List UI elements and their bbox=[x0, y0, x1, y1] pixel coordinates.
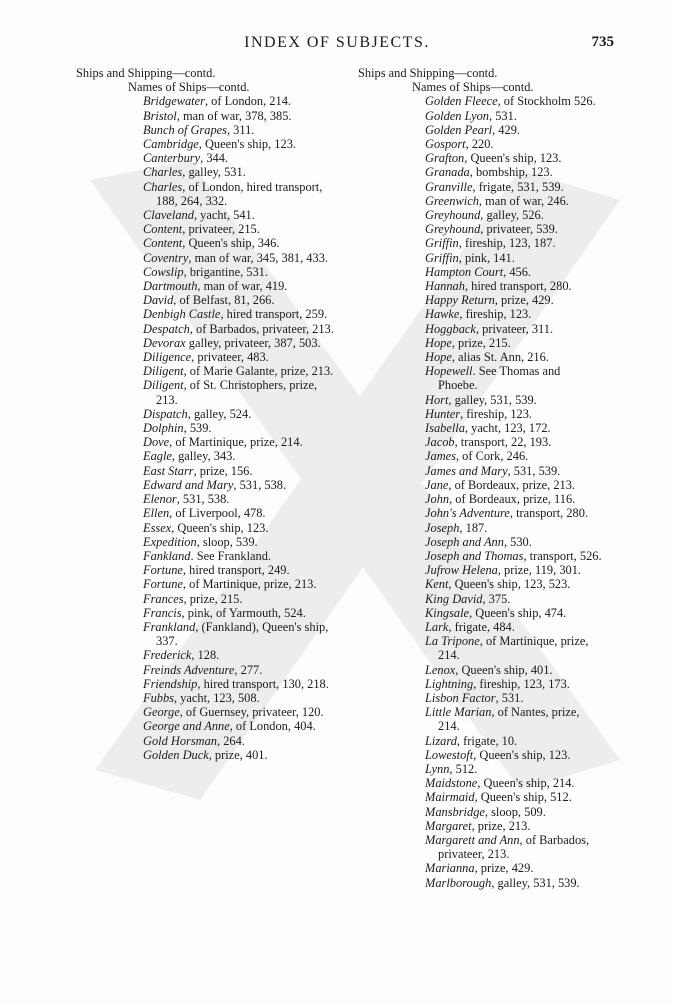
entry-detail: , prize, 429. bbox=[474, 861, 534, 876]
entry-detail: , Queen's ship, 512. bbox=[474, 790, 572, 805]
ship-name: Despatch bbox=[143, 321, 190, 336]
index-entry bbox=[358, 691, 602, 705]
ship-name: Mairmaid bbox=[425, 790, 475, 805]
index-entry bbox=[358, 506, 602, 520]
index-entry bbox=[358, 592, 602, 606]
ship-name: Golden Pearl bbox=[425, 122, 493, 137]
page-title: INDEX OF SUBJECTS. bbox=[244, 34, 430, 51]
entry-detail: , Queen's ship, 123, 523. bbox=[448, 577, 571, 592]
ship-name: Dove bbox=[143, 435, 170, 450]
entry-detail: , man of war, 419. bbox=[197, 279, 288, 294]
entry-detail: , galley, 531, 539. bbox=[491, 875, 580, 890]
index-entry bbox=[358, 265, 602, 279]
ship-name: Essex bbox=[143, 520, 172, 535]
entry-detail: , yacht, 541. bbox=[193, 208, 255, 223]
index-entry bbox=[358, 137, 602, 151]
index-entry bbox=[358, 407, 602, 421]
ship-name: Fortune bbox=[143, 563, 183, 578]
entry-detail: , frigate, 10. bbox=[456, 733, 518, 748]
ship-name: Hort bbox=[425, 392, 449, 407]
ship-name: Isabella bbox=[425, 421, 465, 436]
index-entry bbox=[358, 606, 602, 620]
ship-name: Golden Fleece bbox=[425, 94, 498, 109]
ship-name: Coventry bbox=[143, 250, 189, 265]
index-entry bbox=[358, 549, 602, 563]
index-entry bbox=[358, 336, 602, 350]
ship-name: Golden Lyon bbox=[425, 108, 489, 123]
entry-detail: , 531, 539. bbox=[507, 463, 561, 478]
index-entry bbox=[76, 293, 338, 307]
ship-name: Kent bbox=[425, 577, 449, 592]
entry-detail: , Queen's ship, 123. bbox=[171, 520, 269, 535]
ship-name: Margaret bbox=[425, 818, 472, 833]
entry-detail: , of Bordeaux, prize, 116. bbox=[449, 492, 576, 507]
ship-name: Eagle bbox=[143, 449, 172, 464]
index-entry bbox=[76, 449, 338, 463]
index-entry bbox=[358, 805, 602, 819]
entry-detail: , yacht, 123, 172. bbox=[464, 421, 551, 436]
index-entry bbox=[358, 478, 602, 492]
ship-name: Joseph and Ann bbox=[425, 534, 504, 549]
ship-name: Kingsale bbox=[425, 605, 470, 620]
entry-detail: , galley, 531, 539. bbox=[448, 392, 537, 407]
entry-detail: , privateer, 483. bbox=[191, 350, 269, 365]
subsection-heading: Names of Ships—contd. bbox=[128, 80, 250, 95]
index-entry bbox=[358, 776, 602, 790]
entry-detail: , 264. bbox=[217, 733, 245, 748]
entry-detail: , privateer, 311. bbox=[475, 321, 554, 336]
index-entry bbox=[358, 165, 602, 179]
ship-name: Frankland bbox=[143, 619, 196, 634]
ship-name: King David bbox=[425, 591, 483, 606]
entry-detail: , of Belfast, 81, 266. bbox=[173, 293, 275, 308]
ship-name: Fubbs bbox=[143, 690, 174, 705]
ship-name: Dartmouth bbox=[143, 279, 198, 294]
entry-detail: , of Martinique, prize, 214. bbox=[438, 634, 589, 663]
ship-name: Gold Horsman bbox=[143, 733, 218, 748]
entry-detail: , fireship, 123, 173. bbox=[473, 676, 570, 691]
ship-name: George bbox=[143, 705, 180, 720]
ship-name: John's Adventure bbox=[425, 506, 510, 521]
index-entry bbox=[76, 563, 338, 577]
index-entry bbox=[358, 734, 602, 748]
entry-detail: , man of war, 345, 381, 433. bbox=[188, 250, 328, 265]
ship-name: Joseph and Thomas bbox=[425, 548, 524, 563]
ship-name: Charles bbox=[143, 179, 183, 194]
index-entry bbox=[76, 94, 338, 108]
entry-detail: , of London, 404. bbox=[229, 719, 316, 734]
entry-detail: , Queen's ship, 474. bbox=[469, 605, 567, 620]
index-entry bbox=[76, 606, 338, 620]
ship-name: Hannah bbox=[425, 279, 465, 294]
entry-detail: , frigate, 484. bbox=[448, 619, 515, 634]
index-entry bbox=[76, 506, 338, 520]
entry-detail: , brigantine, 531. bbox=[183, 264, 268, 279]
ship-name: Cambridge bbox=[143, 137, 199, 152]
ship-name: Lizard bbox=[425, 733, 457, 748]
index-entry bbox=[76, 151, 338, 165]
index-entry bbox=[358, 449, 602, 463]
entry-detail: , prize, 215. bbox=[183, 591, 243, 606]
page-header bbox=[0, 30, 674, 60]
ship-name: Jufrow Helena bbox=[425, 563, 498, 578]
ship-name: Griffin bbox=[425, 250, 459, 265]
index-entry bbox=[358, 876, 602, 890]
index-entry bbox=[76, 251, 338, 265]
ship-name: Jacob bbox=[425, 435, 455, 450]
index-entry bbox=[76, 336, 338, 350]
index-entry bbox=[358, 790, 602, 804]
index-entry bbox=[76, 535, 338, 549]
index-entry bbox=[76, 435, 338, 449]
index-entry bbox=[76, 364, 338, 378]
ship-name: Grafton bbox=[425, 151, 465, 166]
entry-detail: , transport, 22, 193. bbox=[454, 435, 552, 450]
entry-detail: , fireship, 123, 187. bbox=[458, 236, 556, 251]
index-entry bbox=[76, 421, 338, 435]
index-entry bbox=[358, 577, 602, 591]
entry-detail: , galley, 524. bbox=[187, 406, 252, 421]
index-entry bbox=[76, 620, 338, 648]
index-entry bbox=[358, 393, 602, 407]
section-heading: Ships and Shipping—contd. bbox=[76, 66, 216, 80]
index-entry bbox=[76, 648, 338, 662]
index-entry bbox=[76, 109, 338, 123]
entry-detail: , of Cork, 246. bbox=[455, 449, 529, 464]
entry-detail: , 531, 538. bbox=[233, 477, 287, 492]
ship-name: Charles bbox=[143, 165, 183, 180]
entry-detail: , prize, 429. bbox=[494, 293, 554, 308]
entry-detail: , 531. bbox=[489, 108, 517, 123]
entry-detail: , alias St. Ann, 216. bbox=[451, 350, 549, 365]
entry-detail: , transport, 526. bbox=[523, 548, 602, 563]
ship-name: Dispatch bbox=[143, 406, 188, 421]
ship-name: East Starr bbox=[143, 463, 194, 478]
ship-name: Hope bbox=[425, 335, 452, 350]
index-entry bbox=[358, 521, 602, 535]
index-entry bbox=[76, 279, 338, 293]
ship-name: Mansbridge bbox=[425, 804, 485, 819]
ship-name: Dolphin bbox=[143, 421, 184, 436]
entry-detail: , fireship, 123. bbox=[460, 406, 533, 421]
index-entry bbox=[76, 407, 338, 421]
entry-detail: , Queen's ship, 346. bbox=[182, 236, 280, 251]
entry-detail: , 539. bbox=[183, 421, 212, 436]
index-entry bbox=[76, 265, 338, 279]
index-entry bbox=[358, 251, 602, 265]
ship-name: Expedition bbox=[143, 534, 197, 549]
entry-detail: , of Stockholm 526. bbox=[497, 94, 596, 109]
ship-name: Greenwich bbox=[425, 193, 479, 208]
index-entry bbox=[76, 322, 338, 336]
entry-detail: , of Guernsey, privateer, 120. bbox=[179, 705, 324, 720]
index-entry bbox=[358, 677, 602, 691]
ship-name: Happy Return bbox=[425, 293, 495, 308]
ship-name: Lark bbox=[425, 619, 449, 634]
ship-name: Gosport bbox=[425, 137, 466, 152]
index-entry bbox=[358, 151, 602, 165]
ship-name: Greyhound bbox=[425, 222, 481, 237]
ship-name: Ellen bbox=[143, 506, 170, 521]
entry-detail: , prize, 213. bbox=[471, 818, 531, 833]
index-entry bbox=[76, 137, 338, 151]
entry-detail: , of Martinique, prize, 213. bbox=[182, 577, 317, 592]
index-entry bbox=[358, 861, 602, 875]
entry-detail: , 220. bbox=[465, 137, 494, 152]
ship-name: La Tripone bbox=[425, 634, 480, 649]
index-entry bbox=[76, 691, 338, 705]
ship-name: Hawke bbox=[425, 307, 460, 322]
ship-name: Denbigh Castle bbox=[143, 307, 221, 322]
ship-name: Elenor bbox=[143, 492, 177, 507]
entry-detail: , of Barbados, privateer, 213. bbox=[438, 832, 590, 862]
entry-detail: , yacht, 123, 508. bbox=[173, 690, 260, 705]
entry-detail: , man of war, 246. bbox=[478, 193, 569, 208]
entry-detail: galley, privateer, 387, 503. bbox=[185, 335, 321, 350]
subsection-heading: Names of Ships—contd. bbox=[412, 80, 534, 95]
index-entry bbox=[358, 435, 602, 449]
index-entry bbox=[76, 492, 338, 506]
entry-detail: , transport, 280. bbox=[509, 506, 589, 521]
ship-name: Hunter bbox=[425, 406, 461, 421]
entry-detail: , 456. bbox=[503, 264, 532, 279]
entry-detail: , Queen's ship, 214. bbox=[477, 776, 575, 791]
index-entry bbox=[76, 478, 338, 492]
index-entry bbox=[358, 819, 602, 833]
index-entry bbox=[76, 236, 338, 250]
index-entry bbox=[76, 577, 338, 591]
index-entry bbox=[76, 222, 338, 236]
entry-detail: , hired transport, 259. bbox=[220, 307, 328, 322]
entry-detail: , (Fankland), Queen's ship, 337. bbox=[156, 619, 329, 649]
ship-name: Frederick bbox=[143, 648, 192, 663]
entry-detail: , 429. bbox=[492, 122, 520, 137]
entry-detail: , prize, 119, 301. bbox=[497, 563, 582, 578]
ship-name: Margarett and Ann bbox=[425, 832, 520, 847]
right-column bbox=[358, 66, 602, 890]
ship-name: James and Mary bbox=[425, 463, 508, 478]
entry-detail: , 512. bbox=[449, 761, 478, 776]
entry-detail: , Queen's ship, 123. bbox=[464, 151, 562, 166]
entry-detail: , Queen's ship, 401. bbox=[455, 662, 553, 677]
index-entry bbox=[76, 165, 338, 179]
index-entry bbox=[358, 208, 602, 222]
index-entry bbox=[76, 677, 338, 691]
ship-name: Canterbury bbox=[143, 151, 201, 166]
index-entry bbox=[76, 705, 338, 719]
entry-detail: , of London, hired transport, 188, 264, 332. bbox=[156, 179, 323, 208]
ship-name: Marlborough bbox=[425, 875, 492, 890]
ship-name: Lisbon Factor bbox=[425, 690, 496, 705]
entry-detail: , galley, 531. bbox=[182, 165, 246, 180]
ship-name: Diligent bbox=[143, 364, 184, 379]
entry-detail: , prize, 156. bbox=[193, 463, 253, 478]
entry-detail: , hired transport, 280. bbox=[464, 279, 572, 294]
entry-detail: , of Liverpool, 478. bbox=[169, 506, 266, 521]
index-entry bbox=[358, 563, 602, 577]
index-entry bbox=[358, 535, 602, 549]
page-number: 735 bbox=[591, 34, 614, 50]
index-entry bbox=[358, 762, 602, 776]
entry-list bbox=[76, 94, 338, 762]
ship-name: Bunch of Grapes bbox=[143, 122, 227, 137]
ship-name: Lowestoft bbox=[425, 747, 474, 762]
entry-detail: , privateer, 215. bbox=[182, 222, 260, 237]
index-entry bbox=[358, 293, 602, 307]
index-entry bbox=[76, 719, 338, 733]
index-entry bbox=[358, 634, 602, 662]
entry-detail: , 277. bbox=[234, 662, 263, 677]
index-entry bbox=[358, 322, 602, 336]
ship-name: Diligence bbox=[143, 350, 192, 365]
entry-detail: , pink, of Yarmouth, 524. bbox=[181, 605, 306, 620]
ship-name: Frances bbox=[143, 591, 184, 606]
ship-name: Greyhound bbox=[425, 208, 481, 223]
entry-detail: , prize, 401. bbox=[208, 747, 268, 762]
entry-detail: , of Bordeaux, prize, 213. bbox=[448, 477, 576, 492]
entry-detail: , 531. bbox=[495, 690, 524, 705]
entry-detail: , prize, 215. bbox=[451, 335, 511, 350]
ship-name: George and Anne bbox=[143, 719, 230, 734]
ship-name: Lightning bbox=[425, 676, 474, 691]
entry-detail: , Queen's ship, 123. bbox=[198, 137, 296, 152]
ship-name: Little Marian bbox=[425, 705, 492, 720]
ship-name: David bbox=[143, 293, 174, 308]
index-entry bbox=[76, 180, 338, 208]
ship-name: Freinds Adventure bbox=[143, 662, 235, 677]
ship-name: Edward and Mary bbox=[143, 477, 234, 492]
ship-name: Hampton Court bbox=[425, 264, 504, 279]
ship-name: Bristol bbox=[143, 108, 177, 123]
index-entry bbox=[76, 663, 338, 677]
left-column bbox=[76, 66, 338, 762]
index-entry bbox=[358, 94, 602, 108]
ship-name: Maidstone bbox=[425, 776, 478, 791]
entry-detail: , pink, 141. bbox=[458, 250, 515, 265]
entry-detail: , 187. bbox=[459, 520, 488, 535]
entry-detail: , of Barbados, privateer, 213. bbox=[189, 321, 334, 336]
ship-name: Friendship bbox=[143, 676, 198, 691]
entry-detail: , 375. bbox=[482, 591, 511, 606]
ship-name: Golden Duck bbox=[143, 747, 209, 762]
index-entry bbox=[76, 307, 338, 321]
ship-name: Devorax bbox=[143, 335, 186, 350]
index-entry bbox=[358, 833, 602, 861]
index-entry bbox=[358, 464, 602, 478]
ship-name: Claveland bbox=[143, 208, 194, 223]
entry-detail: , of St. Christophers, prize, 213. bbox=[156, 378, 318, 407]
ship-name: Fortune bbox=[143, 577, 183, 592]
ship-name: Granville bbox=[425, 179, 473, 194]
index-entry bbox=[358, 705, 602, 733]
index-entry bbox=[76, 748, 338, 762]
entry-detail: , sloop, 509. bbox=[484, 804, 546, 819]
ship-name: Hope bbox=[425, 350, 452, 365]
entry-detail: . See Frankland. bbox=[190, 548, 272, 563]
ship-name: Francis bbox=[143, 605, 182, 620]
entry-detail: , frigate, 531, 539. bbox=[472, 179, 564, 194]
ship-name: Hoggback bbox=[425, 321, 476, 336]
entry-detail: , man of war, 378, 385. bbox=[176, 108, 292, 123]
ship-name: Jane bbox=[425, 477, 449, 492]
entry-detail: , 311. bbox=[226, 122, 255, 137]
entry-detail: , of Marie Galante, prize, 213. bbox=[183, 364, 334, 379]
index-entry bbox=[76, 734, 338, 748]
entry-detail: , galley, 343. bbox=[171, 449, 236, 464]
index-entry bbox=[358, 350, 602, 364]
index-entry bbox=[358, 109, 602, 123]
index-entry bbox=[358, 194, 602, 208]
entry-detail: , 344. bbox=[200, 151, 229, 166]
index-entry bbox=[358, 279, 602, 293]
entry-list bbox=[358, 94, 602, 889]
index-entry bbox=[76, 378, 338, 406]
entry-detail: , bombship, 123. bbox=[469, 165, 553, 180]
index-entry bbox=[76, 350, 338, 364]
entry-detail: , Queen's ship, 123. bbox=[473, 747, 571, 762]
entry-detail: . See Thomas and Phoebe. bbox=[438, 364, 561, 393]
index-entry bbox=[76, 549, 338, 563]
index-entry bbox=[76, 464, 338, 478]
index-entry bbox=[358, 123, 602, 137]
ship-name: Lenox bbox=[425, 662, 456, 677]
index-entry bbox=[358, 492, 602, 506]
index-entry bbox=[358, 236, 602, 250]
entry-detail: , fireship, 123. bbox=[459, 307, 532, 322]
index-entry bbox=[76, 123, 338, 137]
entry-detail: , of London, 214. bbox=[204, 94, 291, 109]
ship-name: Fankland bbox=[143, 548, 191, 563]
ship-name: James bbox=[425, 449, 456, 464]
entry-detail: , of Martinique, prize, 214. bbox=[169, 435, 303, 450]
ship-name: Content bbox=[143, 236, 183, 251]
entry-detail: , hired transport, 249. bbox=[182, 563, 290, 578]
index-entry bbox=[358, 421, 602, 435]
ship-name: John bbox=[425, 492, 450, 507]
entry-detail: , 530. bbox=[503, 534, 532, 549]
ship-name: Content bbox=[143, 222, 183, 237]
index-entry bbox=[358, 222, 602, 236]
ship-name: Diligent bbox=[143, 378, 184, 393]
ship-name: Cowslip bbox=[143, 264, 184, 279]
entry-detail: , sloop, 539. bbox=[196, 534, 258, 549]
entry-detail: , galley, 526. bbox=[480, 208, 544, 223]
ship-name: Granada bbox=[425, 165, 470, 180]
ship-name: Marianna bbox=[425, 861, 475, 876]
entry-detail: , privateer, 539. bbox=[480, 222, 558, 237]
ship-name: Hopewell bbox=[425, 364, 473, 379]
section-heading: Ships and Shipping—contd. bbox=[358, 66, 498, 80]
index-entry bbox=[358, 307, 602, 321]
ship-name: Griffin bbox=[425, 236, 459, 251]
ship-name: Joseph bbox=[425, 520, 460, 535]
index-entry bbox=[76, 592, 338, 606]
index-entry bbox=[358, 364, 602, 392]
entry-detail: , of Nantes, prize, 214. bbox=[438, 705, 580, 734]
index-entry bbox=[358, 180, 602, 194]
ship-name: Bridgewater bbox=[143, 94, 205, 109]
index-entry bbox=[358, 620, 602, 634]
entry-detail: , 128. bbox=[191, 648, 220, 663]
entry-detail: , 531, 538. bbox=[176, 492, 230, 507]
index-entry bbox=[76, 521, 338, 535]
index-entry bbox=[358, 663, 602, 677]
index-entry bbox=[76, 208, 338, 222]
index-entry bbox=[358, 748, 602, 762]
ship-name: Lynn bbox=[425, 761, 450, 776]
entry-detail: , hired transport, 130, 218. bbox=[197, 676, 329, 691]
